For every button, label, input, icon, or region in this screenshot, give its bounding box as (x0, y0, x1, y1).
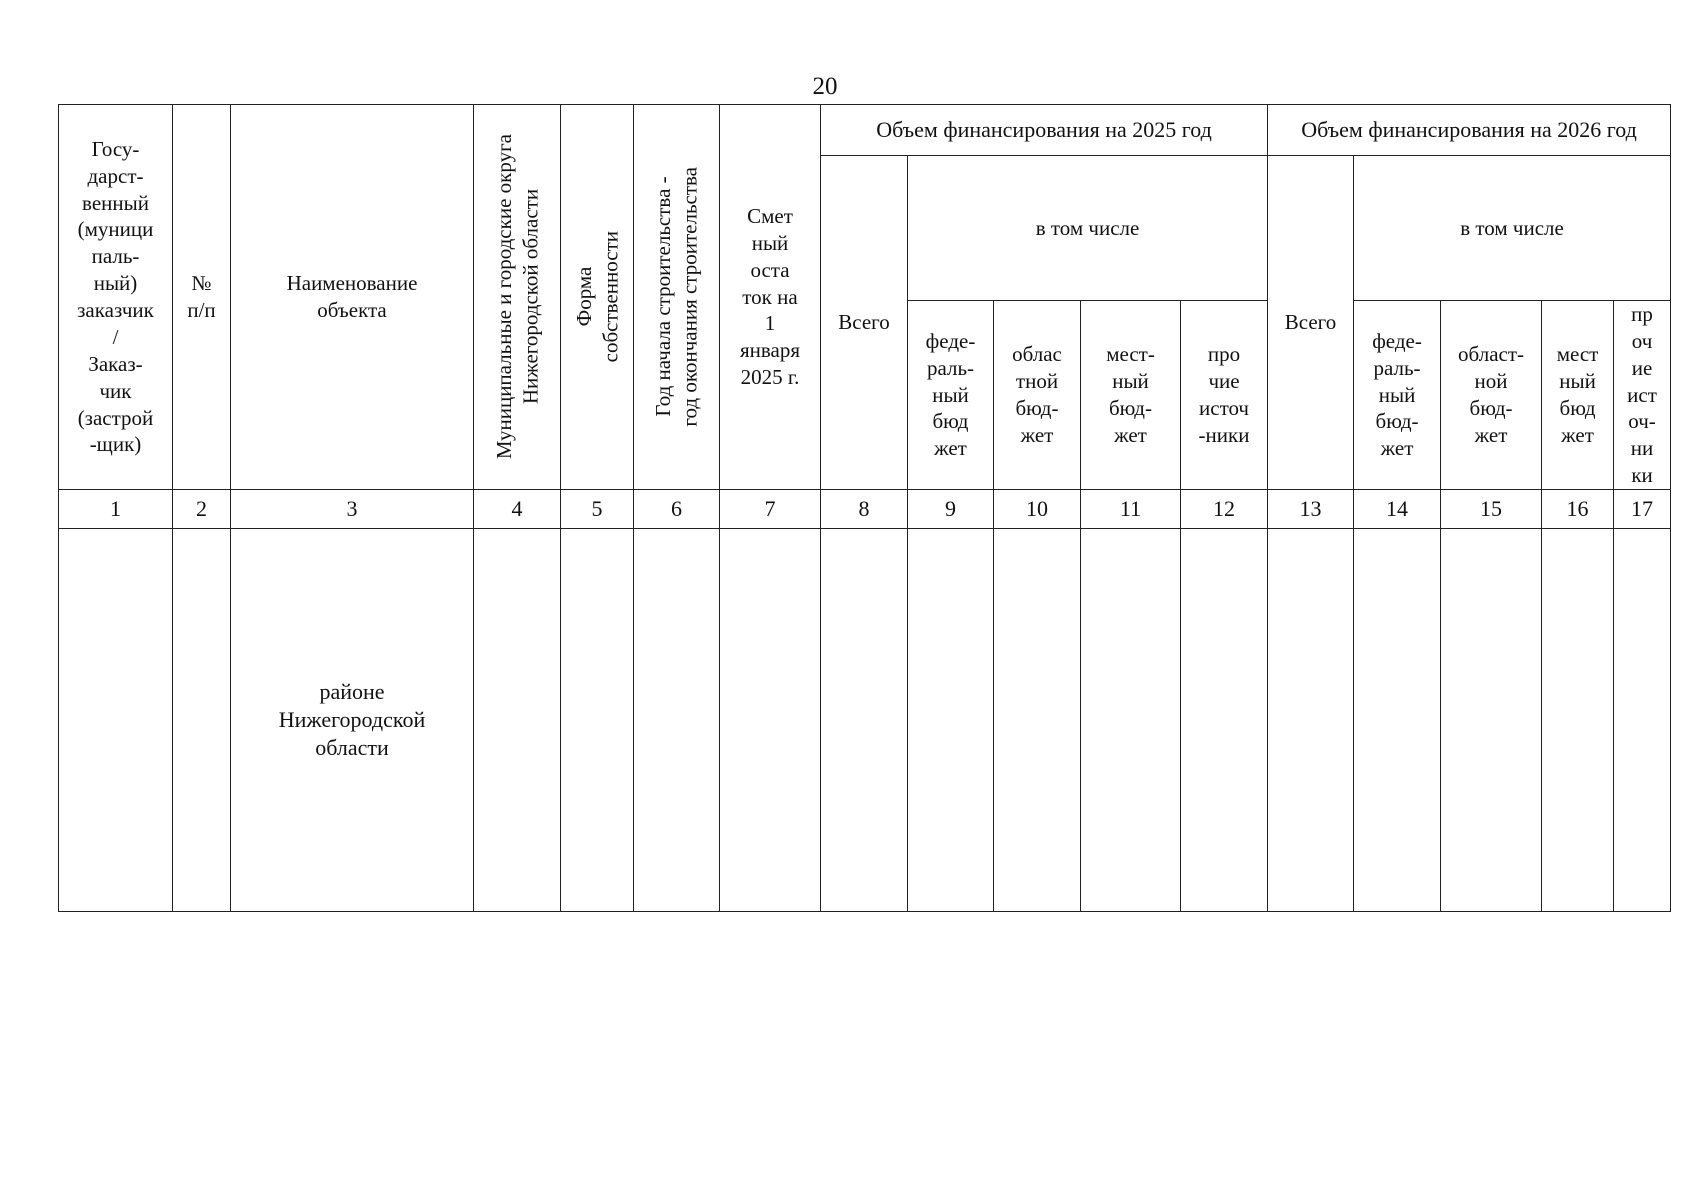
cell-regional-2025 (994, 529, 1081, 912)
header-ownership-form-text: Форма собственности (571, 231, 622, 363)
header-federal-2025: феде- раль- ный бюд жет (908, 300, 994, 489)
column-number: 4 (474, 490, 561, 529)
header-total-2026: Всего (1268, 156, 1354, 490)
column-number: 9 (908, 490, 994, 529)
header-local-2026: мест ный бюд жет (1542, 300, 1614, 489)
header-estimated-balance: Смет ный оста ток на 1 января 2025 г. (720, 105, 821, 490)
header-other-2025: про чие источ -ники (1181, 300, 1268, 489)
column-number: 17 (1614, 490, 1671, 529)
cell-ownership-form (561, 529, 634, 912)
column-number: 1 (59, 490, 173, 529)
column-number: 13 (1268, 490, 1354, 529)
cell-total-2026 (1268, 529, 1354, 912)
header-financing-2025: Объем финансирования на 2025 год (821, 105, 1268, 156)
cell-federal-2026 (1354, 529, 1441, 912)
cell-object-name (231, 529, 474, 912)
column-number: 15 (1441, 490, 1542, 529)
cell-local-2025 (1081, 529, 1181, 912)
header-municipal-districts (474, 105, 561, 490)
header-including-2025: в том числе (908, 156, 1268, 301)
column-number: 8 (821, 490, 908, 529)
header-customer: Госу- дарст- венный (муници паль- ный) заказчик / Заказ- чик (застрой -щик) (59, 105, 173, 490)
header-regional-2026: област- ной бюд- жет (1441, 300, 1542, 489)
table-row (59, 529, 1671, 912)
cell-number (173, 529, 231, 912)
cell-customer (59, 529, 173, 912)
header-financing-2026: Объем финансирования на 2026 год (1268, 105, 1671, 156)
header-local-2025: мест- ный бюд- жет (1081, 300, 1181, 489)
column-number: 7 (720, 490, 821, 529)
object-name-text: районе Нижегородской области (278, 678, 426, 761)
header-including-2026: в том числе (1354, 156, 1671, 301)
column-number: 6 (634, 490, 720, 529)
header-municipal-districts-text: Муниципальные и городские округа Нижегородской области (491, 134, 542, 460)
header-ownership-form (561, 105, 634, 490)
cell-total-2025 (821, 529, 908, 912)
financing-table (58, 104, 1671, 912)
column-number: 10 (994, 490, 1081, 529)
column-number: 2 (173, 490, 231, 529)
cell-municipal-district (474, 529, 561, 912)
column-number: 16 (1542, 490, 1614, 529)
column-number: 14 (1354, 490, 1441, 529)
header-object-name: Наименование объекта (231, 105, 474, 490)
column-number-row (59, 490, 1671, 529)
cell-other-2025 (1181, 529, 1268, 912)
cell-local-2026 (1542, 529, 1614, 912)
header-regional-2025: облас тной бюд- жет (994, 300, 1081, 489)
cell-estimated-balance (720, 529, 821, 912)
header-other-2026: пр оч ие ист оч- ни ки (1614, 300, 1671, 489)
column-number: 11 (1081, 490, 1181, 529)
cell-other-2026 (1614, 529, 1671, 912)
header-construction-years (634, 105, 720, 490)
cell-federal-2025 (908, 529, 994, 912)
column-number: 5 (561, 490, 634, 529)
page-number: 20 (812, 73, 838, 100)
header-number: № п/п (173, 105, 231, 490)
column-number: 12 (1181, 490, 1268, 529)
column-number: 3 (231, 490, 474, 529)
cell-regional-2026 (1441, 529, 1542, 912)
header-federal-2026: феде- раль- ный бюд- жет (1354, 300, 1441, 489)
cell-construction-years (634, 529, 720, 912)
header-construction-years-text: Год начала строительства - год окончания строительства (651, 167, 702, 427)
header-total-2025: Всего (821, 156, 908, 490)
